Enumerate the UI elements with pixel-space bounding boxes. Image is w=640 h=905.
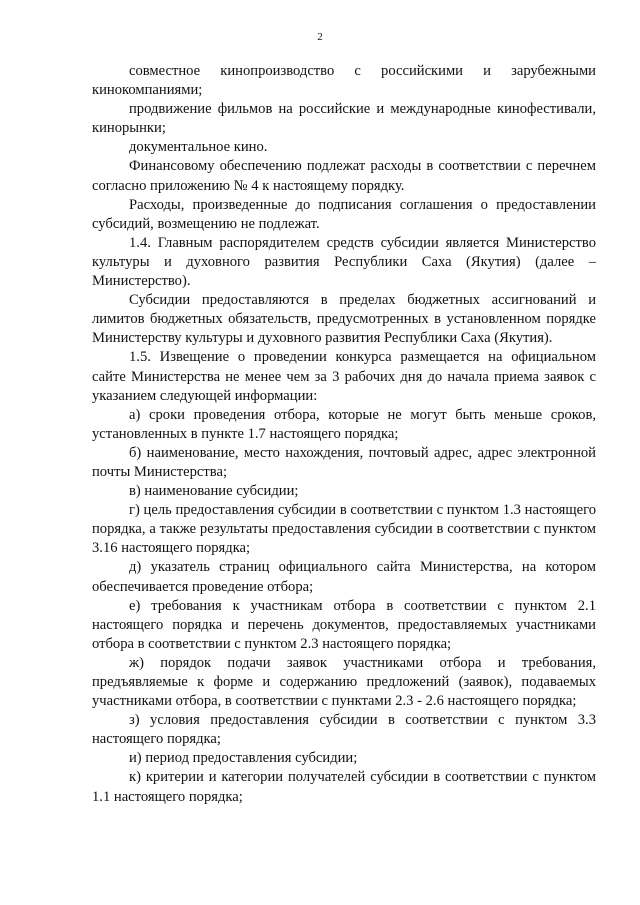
list-item-g: г) цель предоставления субсидии в соответствии с пунктом 1.3 настоящего порядка, а также результаты предоставления субсидии в соответствии с пунктом 3.16 настоящего порядка; xyxy=(92,502,596,557)
document-body xyxy=(92,62,596,807)
list-item-b: б) наименование, место нахождения, почтовый адрес, адрес электронной почты Министерства; xyxy=(92,444,596,480)
list-item-z: з) условия предоставления субсидии в соответствии с пунктом 3.3 настоящего порядка; xyxy=(92,712,596,748)
list-item-d: д) указатель страниц официального сайта Министерства, на котором обеспечивается проведение отбора; xyxy=(92,559,596,595)
list-item-k: к) критерии и категории получателей субсидии в соответствии с пунктом 1.1 настоящего порядка; xyxy=(92,769,596,805)
paragraph-coproduction: совместное кинопроизводство с российскими и зарубежными кинокомпаниями; xyxy=(92,63,596,99)
paragraph-festivals: продвижение фильмов на российские и международные кинофестивали, кинорынки; xyxy=(92,101,596,137)
paragraph-expenses: Расходы, произведенные до подписания соглашения о предоставлении субсидий, возмещению не подлежат. xyxy=(92,196,596,232)
list-item-i: и) период предоставления субсидии; xyxy=(129,750,358,767)
list-item-e: е) требования к участникам отбора в соответствии с пунктом 2.1 настоящего порядка и перечень документов, предоставляемых участниками отбора в соответствии с пунктом 2.3 настоящего порядка; xyxy=(92,597,596,652)
paragraph-1-4: 1.4. Главным распорядителем средств субсидии является Министерство культуры и духовного развития Республики Саха (Якутия) (далее – Министерство). xyxy=(92,234,596,290)
paragraph-financing: Финансовому обеспечению подлежат расходы в соответствии с перечнем согласно приложению № 4 к настоящему порядку. xyxy=(92,158,596,194)
paragraph-subsidy-limits: Субсидии предоставляются в пределах бюджетных ассигнований и лимитов бюджетных обязательств, предусмотренных в установленном порядке Министерству культуры и духовного развития Республики Саха (Якутия). xyxy=(92,292,596,347)
paragraph-1-5: 1.5. Извещение о проведении конкурса размещается на официальном сайте Министерства не менее чем за 3 рабочих дня до начала приема заявок с указанием следующей информации: xyxy=(92,349,596,404)
paragraph-documentary: документальное кино. xyxy=(129,139,268,156)
list-item-zh: ж) порядок подачи заявок участниками отбора и требования, предъявляемые к форме и содержанию предложений (заявок), подаваемых участниками отбора, в соответствии с пунктами 2.3 - 2.6 настоящего порядка; xyxy=(92,654,596,710)
list-item-v: в) наименование субсидии; xyxy=(129,483,299,500)
page-number: 2 xyxy=(317,31,323,43)
list-item-a: а) сроки проведения отбора, которые не могут быть меньше сроков, установленных в пункте 1.7 настоящего порядка; xyxy=(92,406,596,442)
